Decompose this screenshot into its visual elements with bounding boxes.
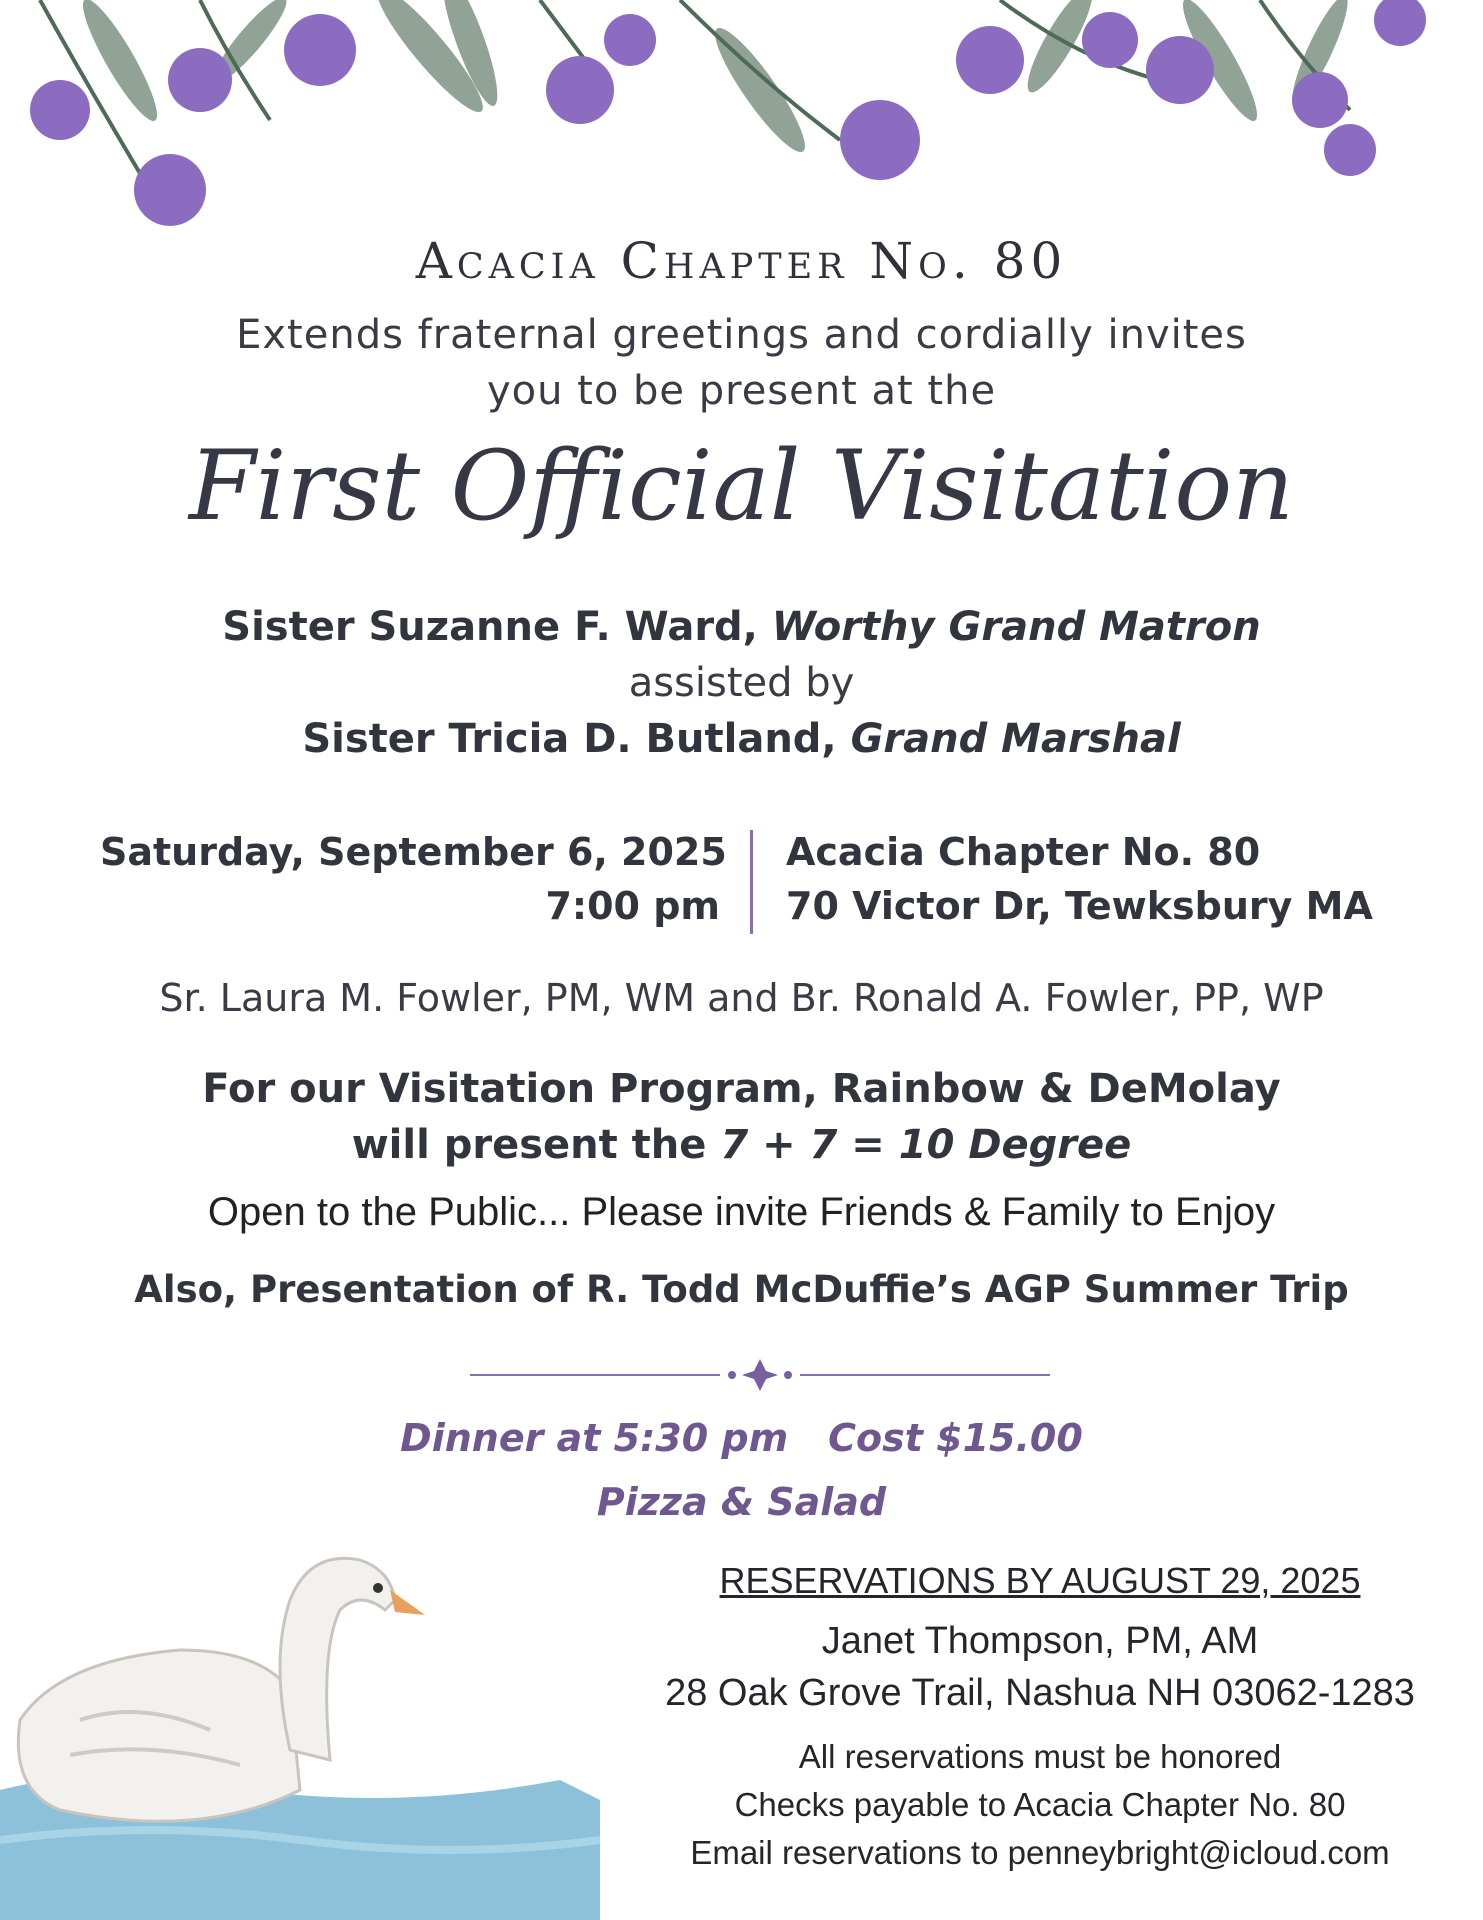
ornament-divider <box>470 1355 1050 1395</box>
floral-border-illustration <box>0 0 1483 260</box>
program-prefix: will present the <box>351 1122 721 1168</box>
intro-line-1: Extends fraternal greetings and cordially invites <box>236 312 1247 358</box>
grand-marshal-line <box>0 716 1483 762</box>
marshal-role: Grand Marshal <box>850 716 1181 762</box>
presentation-line: Also, Presentation of R. Todd McDuffie’s AGP Summer Trip <box>134 1268 1349 1311</box>
venue-name: Acacia Chapter No. 80 <box>786 830 1261 874</box>
dinner-line <box>0 1416 1483 1460</box>
assisted-by-text: assisted by <box>628 660 855 706</box>
hosts-line: Sr. Laura M. Fowler, PM, WM and Br. Ronald A. Fowler, PP, WP <box>159 976 1324 1020</box>
reservation-email[interactable]: Email reservations to penneybright@icloud.com <box>690 1834 1390 1871</box>
dinner-cost: Cost $15.00 <box>828 1416 1083 1460</box>
reservation-note-honored: All reservations must be honored <box>798 1738 1282 1775</box>
divider-line <box>750 830 753 934</box>
event-time: 7:00 pm <box>545 884 720 928</box>
reservation-contact: Janet Thompson, PM, AM <box>821 1620 1259 1662</box>
matron-name: Sister Suzanne F. Ward, <box>222 604 772 650</box>
program-line-2 <box>0 1122 1483 1168</box>
dinner-menu: Pizza & Salad <box>596 1480 887 1524</box>
worthy-grand-matron-line <box>0 604 1483 650</box>
dinner-time: Dinner at 5:30 pm <box>400 1416 789 1460</box>
matron-role: Worthy Grand Matron <box>771 604 1261 650</box>
event-date: Saturday, September 6, 2025 <box>100 830 727 874</box>
marshal-name: Sister Tricia D. Butland, <box>302 716 851 762</box>
degree-name: 7 + 7 = 10 Degree <box>720 1122 1132 1168</box>
program-line-1: For our Visitation Program, Rainbow & DeMolay <box>202 1066 1281 1112</box>
event-title: First Official Visitation <box>189 430 1294 542</box>
reservation-note-checks: Checks payable to Acacia Chapter No. 80 <box>734 1786 1346 1823</box>
venue-address: 70 Victor Dr, Tewksbury MA <box>786 884 1373 928</box>
intro-line-2: you to be present at the <box>486 368 997 414</box>
chapter-title: Acacia Chapter No. 80 <box>415 232 1068 290</box>
reservation-address: 28 Oak Grove Trail, Nashua NH 03062-1283 <box>665 1672 1415 1714</box>
sparkle-icon <box>742 1359 778 1391</box>
public-invite-line: Open to the Public... Please invite Friends & Family to Enjoy <box>207 1190 1276 1234</box>
swan-illustration <box>0 1540 620 1920</box>
reservations-heading: RESERVATIONS BY AUGUST 29, 2025 <box>719 1560 1361 1601</box>
